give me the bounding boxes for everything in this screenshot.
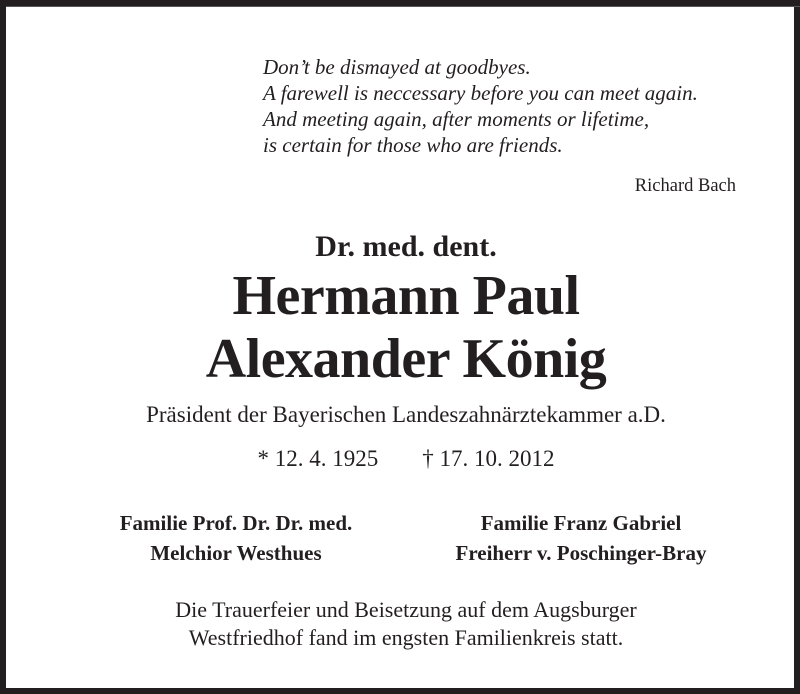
quote-line: And meeting again, after moments or lifetime, — [263, 107, 650, 131]
deceased-position: Präsident der Bayerischen Landeszahnärztekammer a.D. — [146, 402, 666, 427]
life-dates — [6, 444, 800, 474]
funeral-note-line: Westfriedhof fand im engsten Familienkreis statt. — [188, 625, 624, 650]
family-line: Familie Prof. Dr. Dr. med. — [119, 511, 353, 535]
funeral-note-line: Die Trauerfeier und Beisetzung auf dem Augsburger — [175, 597, 637, 622]
quote-author: Richard Bach — [634, 176, 736, 196]
funeral-note — [6, 596, 800, 652]
quote-block — [263, 54, 698, 158]
death-date: † 17. 10. 2012 — [422, 446, 555, 471]
quote-line: is certain for those who are friends. — [263, 133, 563, 157]
birth-date: * 12. 4. 1925 — [257, 446, 379, 471]
top-edge-line — [6, 6, 800, 7]
academic-title: Dr. med. dent. — [315, 230, 497, 263]
quote-line: Don’t be dismayed at goodbyes. — [263, 55, 531, 79]
family-line: Familie Franz Gabriel — [480, 511, 682, 535]
quote-line: A farewell is neccessary before you can meet again. — [263, 81, 698, 105]
deceased-name-line2: Alexander König — [205, 328, 607, 390]
family-line: Melchior Westhues — [150, 541, 322, 565]
family-line: Freiherr v. Poschinger-Bray — [455, 541, 707, 565]
family-signature-2 — [411, 508, 751, 568]
family-signature-1 — [66, 508, 406, 568]
deceased-name-line1: Hermann Paul — [232, 265, 580, 327]
